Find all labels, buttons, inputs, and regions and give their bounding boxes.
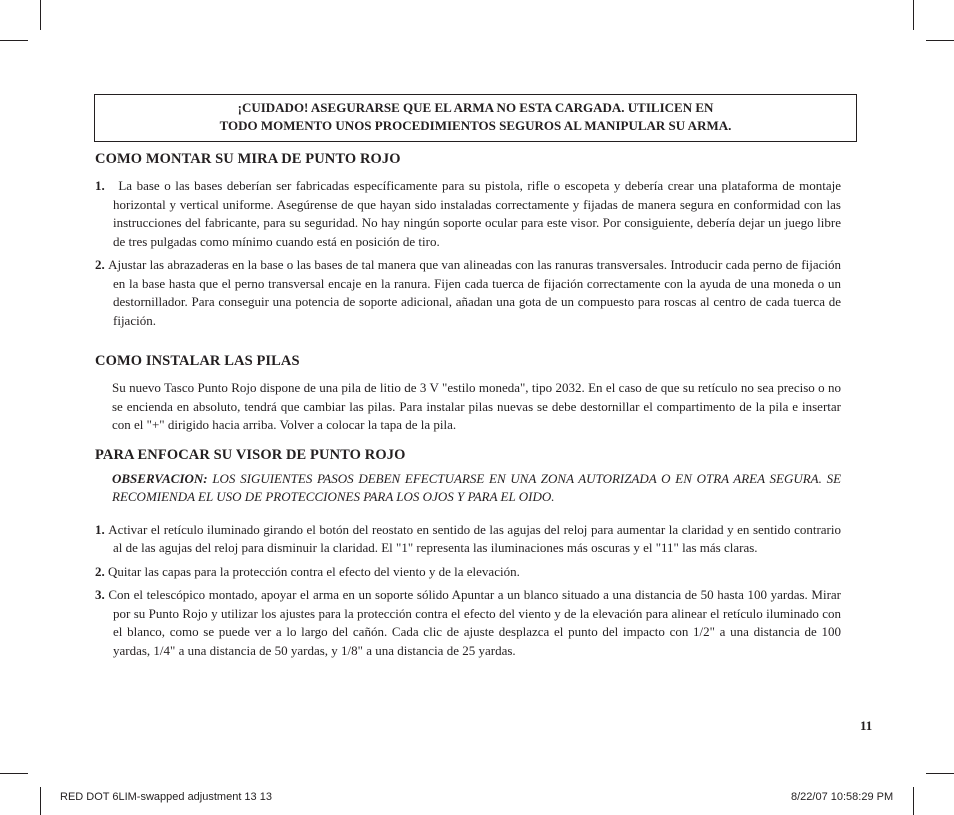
list-item	[95, 256, 841, 330]
section-heading-battery: COMO INSTALAR LAS PILAS	[95, 353, 300, 369]
crop-mark-bottom-right-h	[926, 773, 954, 774]
print-slug-left: RED DOT 6LIM-swapped adjustment 13 13	[60, 791, 272, 803]
list-item	[95, 521, 841, 558]
item-text: Activar el retículo iluminado girando el botón del reostato en sentido de las agujas del reloj para aumentar la claridad y en sentido contrario al de las agujas del reloj para disminuir la claridad. El "1" representa las iluminaciones más oscuras y el "11" las más claras.	[108, 521, 841, 555]
crop-mark-top-right	[913, 0, 914, 30]
item-number: 3.	[95, 587, 105, 602]
warning-box	[94, 94, 857, 142]
crop-mark-top-right-h	[926, 40, 954, 41]
print-slug-right: 8/22/07 10:58:29 PM	[791, 791, 894, 803]
page-content	[95, 150, 841, 660]
note-text: LOS SIGUIENTES PASOS DEBEN EFECTUARSE EN UNA ZONA AUTORIZADA O EN OTRA AREA SEGURA. SE RECOMIENDA EL USO DE PROTECCIONES PARA LOS OJOS Y PARA EL OIDO.	[112, 470, 842, 504]
item-text: Con el telescópico montado, apoyar el arma en un soporte sólido Apuntar a un blanco situado a una distancia de 50 hasta 100 yardas. Mirar por su Punto Rojo y utilizar los ajustes para la protección contra el efecto del viento y de la elevación para alinear el retículo iluminado con el blanco, como se puede ver a lo largo del cañón. Cada clic de ajuste desplazca el punto del impacto con 1/2" a una distancia de 100 yardas, 1/4" a una distancia de 50 yardas, y 1/8" a una distancia de 25 yardas.	[108, 587, 842, 658]
item-text: La base o las bases deberían ser fabricadas específicamente para su pistola, rifle o escopeta y debería crear una plataforma de montaje horizontal y vertical uniforme. Asegúrense de que hayan sido instaladas correctamente y fijadas de manera segura en conformidad con las instrucciones del fabricante, para su seguridad. No hay ningún soporte ocular para este visor. Por consiguiente, debería dejar un juego libre de tres pulgadas como mínimo cuando está en posición de tiro.	[113, 178, 841, 249]
item-number: 1.	[95, 521, 105, 537]
item-number: 1.	[95, 178, 105, 193]
crop-mark-top-left-h	[0, 40, 28, 41]
page-number: 11	[860, 718, 873, 733]
item-text: Ajustar las abrazaderas en la base o las bases de tal manera que van alineadas con las ranuras transversales. Introducir cada perno de fijación en la base hasta que el perno transversal encaje en la ranura. Fijen cada tuerca de fijación correctamente con la ayuda de una moneda o un destornillador. Para conseguir una potencia de soporte adicional, añadan una gota de un compuesto para roscas al centro de cada tuerca de fijación.	[108, 257, 841, 328]
warning-line-2: TODO MOMENTO UNOS PROCEDIMIENTOS SEGUROS AL MANIPULAR SU ARMA.	[219, 118, 732, 133]
list-item	[95, 563, 841, 582]
note-label: OBSERVACION:	[112, 470, 208, 486]
list-item	[95, 177, 841, 251]
section-heading-mount: COMO MONTAR SU MIRA DE PUNTO ROJO	[95, 151, 401, 167]
safety-note	[95, 470, 841, 507]
warning-line-1: ¡CUIDADO! ASEGURARSE QUE EL ARMA NO ESTA CARGADA. UTILICEN EN	[237, 100, 714, 115]
battery-paragraph: Su nuevo Tasco Punto Rojo dispone de una pila de litio de 3 V "estilo moneda", tipo 2032. En el caso de que su retículo no sea preciso o no se encienda en absoluto, tendrá que cambiar las pilas. Para instalar pilas nuevas se debe destornillar el compartimento de la pila e insertar con el "+" dirigido hacia arriba. Volver a colocar la tapa de la pila.	[112, 380, 841, 432]
section-heading-focus: PARA ENFOCAR SU VISOR DE PUNTO ROJO	[95, 446, 406, 463]
crop-mark-bottom-left	[40, 787, 41, 815]
item-number: 2.	[95, 563, 105, 579]
crop-mark-bottom-right	[913, 787, 914, 815]
item-text: Quitar las capas para la protección contra el efecto del viento y de la elevación.	[108, 563, 520, 579]
crop-mark-bottom-left-h	[0, 773, 28, 774]
list-item	[95, 586, 841, 660]
item-number: 2.	[95, 257, 105, 272]
crop-mark-top-left	[40, 0, 41, 30]
